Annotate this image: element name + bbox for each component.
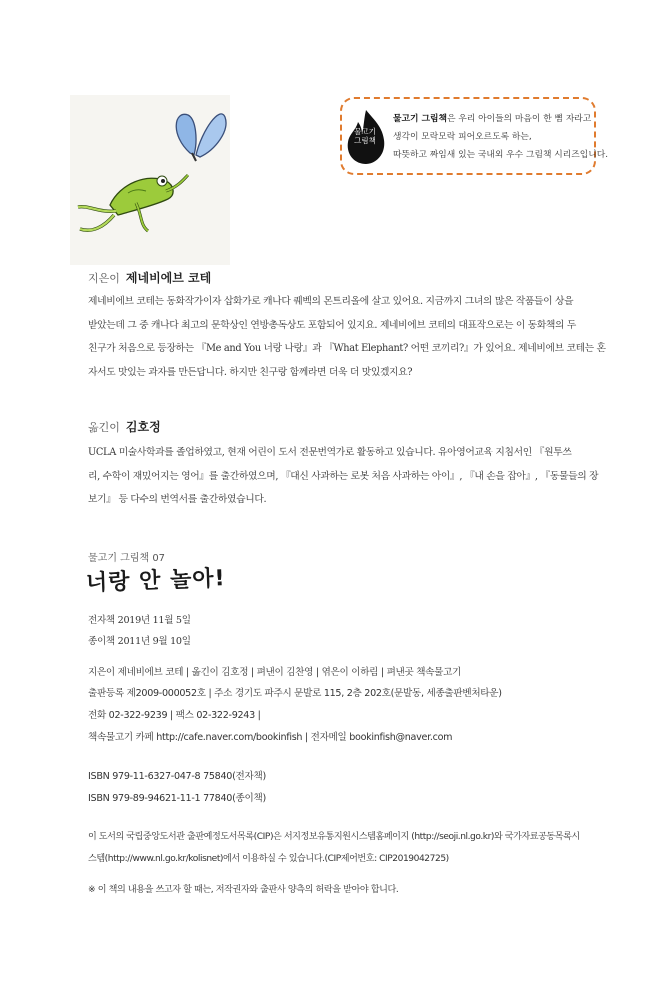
author-bio bbox=[88, 290, 606, 384]
cip-line-2: 스템(http://www.nl.go.kr/kolisnet)에서 이용하실 수 있습니다.(CIP제어번호: CIP2019042725) bbox=[88, 854, 449, 864]
translator-role: 옮긴이 bbox=[88, 421, 120, 434]
series-number: 물고기 그림책 07 bbox=[88, 553, 166, 564]
series-desc-line-1: 은 우리 아이들의 마음이 한 뼘 자라고 bbox=[447, 114, 592, 124]
series-badge-label bbox=[349, 127, 381, 145]
translator-bio bbox=[88, 441, 600, 512]
author-name: 제네비에브 코테 bbox=[125, 271, 212, 285]
badge-line-1: 물고기 bbox=[354, 127, 376, 136]
cip-line-1: 이 도서의 국립중앙도서관 출판예정도서목록(CIP)은 서지정보유통지원시스템홈페이지 (http://seoji.nl.go.kr)와 국가자료공동목록시 bbox=[88, 832, 580, 842]
isbn-print: ISBN 979-89-94621-11-1 77840(종이책) bbox=[88, 793, 266, 804]
copyright-notice: ※ 이 책의 내용을 쓰고자 할 때는, 저작권자와 출판사 양측의 허락을 받아야 합니다. bbox=[88, 885, 399, 895]
credits-line: 지은이 제네비에브 코테 | 옮긴이 김호정 | 펴낸이 김찬영 | 엮은이 이하림 | 펴낸곳 책속물고기 bbox=[88, 667, 462, 678]
translator-bio-line: 리, 수학이 재밌어지는 영어』를 출간하였으며, 『대신 사과하는 로봇 처음 사과하는 아이』, 『내 손을 잡아』, 『동물들의 장 bbox=[88, 470, 599, 482]
author-heading bbox=[88, 269, 211, 286]
book-title: 너랑 안 놀아! bbox=[85, 566, 227, 596]
translator-name: 김호정 bbox=[125, 420, 161, 434]
cafe-email-line: 책속물고기 카페 http://cafe.naver.com/bookinfish | 전자메일 bookinfish@naver.com bbox=[88, 732, 453, 743]
series-description bbox=[393, 110, 609, 164]
series-desc-line-3: 따뜻하고 짜임새 있는 국내외 우수 그림책 시리즈입니다. bbox=[393, 150, 609, 160]
series-name: 물고기 그림책 bbox=[393, 114, 448, 124]
author-bio-line: 친구가 처음으로 등장하는 『Me and You 너랑 나랑』과 『What Elephant? 어떤 코끼리?』가 있어요. 제네비에브 코테는 혼 bbox=[88, 343, 606, 354]
series-desc-line-2: 생각이 모락모락 피어오르도록 하는, bbox=[393, 132, 532, 142]
print-date: 종이책 2011년 9월 10일 bbox=[88, 636, 191, 647]
ebook-date: 전자책 2019년 11월 5일 bbox=[88, 615, 191, 626]
translator-bio-line: UCLA 미술사학과를 졸업하였고, 현재 어린이 도서 전문번역가로 활동하고 있습니다. 유아영어교육 지침서인 『원투쓰 bbox=[88, 447, 572, 458]
translator-bio-line: 보기』 등 다수의 번역서를 출간하였습니다. bbox=[88, 494, 267, 505]
author-bio-line: 받았는데 그 중 캐나다 최고의 문학상인 연방총독상도 포함되어 있지요. 제네비에브 코테의 대표작으로는 이 동화책의 두 bbox=[88, 319, 577, 331]
registration-line: 출판등록 제2009-000052호 | 주소 경기도 파주시 문발로 115, 2층 202호(문발동, 세종출판벤처타운) bbox=[88, 688, 502, 699]
author-bio-line: 자서도 맛있는 과자를 만든답니다. 하지만 친구랑 함께라면 더욱 더 맛있겠지요? bbox=[88, 366, 413, 378]
translator-heading bbox=[88, 418, 161, 435]
isbn-ebook: ISBN 979-11-6327-047-8 75840(전자책) bbox=[88, 771, 266, 782]
phone-fax-line: 전화 02-322-9239 | 팩스 02-322-9243 | bbox=[88, 710, 261, 721]
author-role: 지은이 bbox=[88, 272, 120, 285]
badge-line-2: 그림책 bbox=[354, 136, 376, 145]
frog-butterfly-illustration bbox=[70, 95, 230, 265]
author-bio-line: 제네비에브 코테는 동화작가이자 삽화가로 캐나다 퀘벡의 몬트리올에 살고 있어요. 지금까지 그녀의 많은 작품들이 상을 bbox=[88, 296, 574, 307]
